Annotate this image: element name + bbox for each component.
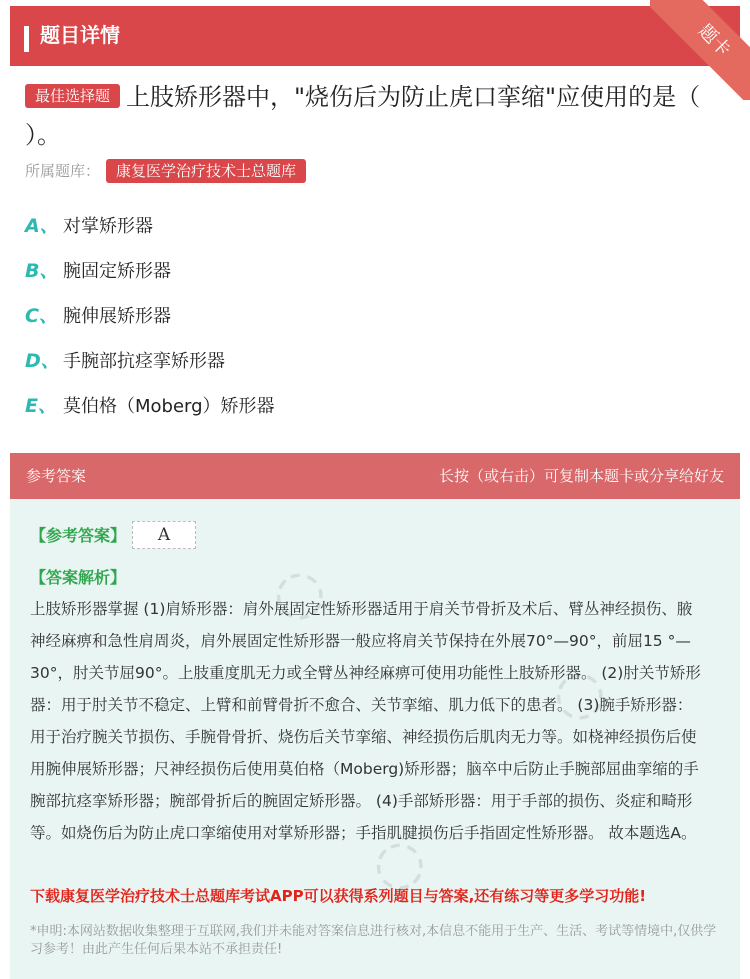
option-text: 对掌矫形器 bbox=[63, 216, 153, 237]
answer-section-header bbox=[10, 453, 740, 499]
page-header bbox=[10, 6, 740, 66]
option-e[interactable] bbox=[25, 386, 275, 431]
option-letter: D、 bbox=[25, 350, 60, 372]
option-text: 莫伯格（Moberg）矫形器 bbox=[63, 396, 275, 417]
options-list bbox=[25, 206, 275, 431]
question-block bbox=[25, 78, 725, 154]
answer-section-title: 参考答案 bbox=[26, 467, 87, 485]
option-text: 腕固定矫形器 bbox=[63, 261, 171, 282]
option-letter: A、 bbox=[25, 215, 59, 237]
answer-section-body bbox=[10, 499, 740, 979]
question-type-badge: 最佳选择题 bbox=[25, 84, 120, 108]
option-d[interactable] bbox=[25, 341, 275, 386]
page-title: 题目详情 bbox=[40, 23, 120, 47]
option-b[interactable] bbox=[25, 251, 275, 296]
corner-label: 题卡 bbox=[650, 0, 750, 100]
disclaimer-text: *申明:本网站数据收集整理于互联网,我们并未能对答案信息进行核对,本信息不能用于生产、生活、考试等情境中,仅供学习参考！由此产生任何后果本站不承担责任! bbox=[30, 924, 717, 957]
option-letter: E、 bbox=[25, 395, 57, 417]
option-a[interactable] bbox=[25, 206, 275, 251]
header-accent-bar bbox=[24, 26, 29, 52]
option-text: 手腕部抗痉挛矫形器 bbox=[63, 351, 225, 372]
watermark-mark: ◌ bbox=[352, 822, 440, 906]
option-letter: B、 bbox=[25, 260, 59, 282]
watermark-mark: ◌ bbox=[532, 652, 620, 736]
analysis-text: 上肢矫形器掌握 (1)肩矫形器：肩外展固定性矫形器适用于肩关节骨折及术后、臂丛神经损伤、腋神经麻痹和急性肩周炎，肩外展固定性矫形器一般应将肩关节保持在外展70°—90°，前屈15 °— 30°，肘关节屈90°。上肢重度肌无力或全臂丛神经麻痹可使用功能性上肢矫形器。 (2)肘关节矫形器：用于肘关节不稳定、上臂和前臂骨折不愈合、关节挛缩、肌力低下的患者。 (3)腕手矫形器：用于治疗腕关节损伤、手腕骨骨折、烧伤后关节挛缩、神经损伤后肌肉无力等。如桡神经损伤后使用腕伸展矫形器；尺神经损伤后使用莫伯格（Moberg)矫形器；脑卒中后防止手腕部屈曲挛缩的手腕部抗痉挛矫形器；腕部骨折后的腕固定矫形器。 (4)手部矫形器：用于手部的损伤、炎症和畸形等。如烧伤后为防止虎口挛缩使用对掌矫形器；手指肌腱损伤后手指固定性矫形器。 故本题选A。 bbox=[30, 600, 701, 842]
analysis-label: 【答案解析】 bbox=[30, 568, 127, 587]
question-text: 上肢矫形器中，"烧伤后为防止虎口挛缩"应使用的是（ ）。 bbox=[25, 83, 701, 149]
option-c[interactable] bbox=[25, 296, 275, 341]
bank-link[interactable]: 康复医学治疗技术士总题库 bbox=[106, 159, 306, 183]
share-hint: 长按（或右击）可复制本题卡或分享给好友 bbox=[438, 467, 724, 485]
reference-answer-label: 【参考答案】 bbox=[30, 526, 127, 545]
bank-label: 所属题库： bbox=[25, 162, 101, 180]
option-letter: C、 bbox=[25, 305, 58, 327]
app-download-promo[interactable]: 下载康复医学治疗技术士总题库考试APP可以获得系列题目与答案,还有练习等更多学习功能! bbox=[30, 887, 647, 905]
question-bank-row bbox=[25, 158, 306, 184]
reference-answer-value: A bbox=[132, 521, 196, 549]
option-text: 腕伸展矫形器 bbox=[63, 306, 171, 327]
watermark-mark: ◌ bbox=[252, 552, 340, 636]
